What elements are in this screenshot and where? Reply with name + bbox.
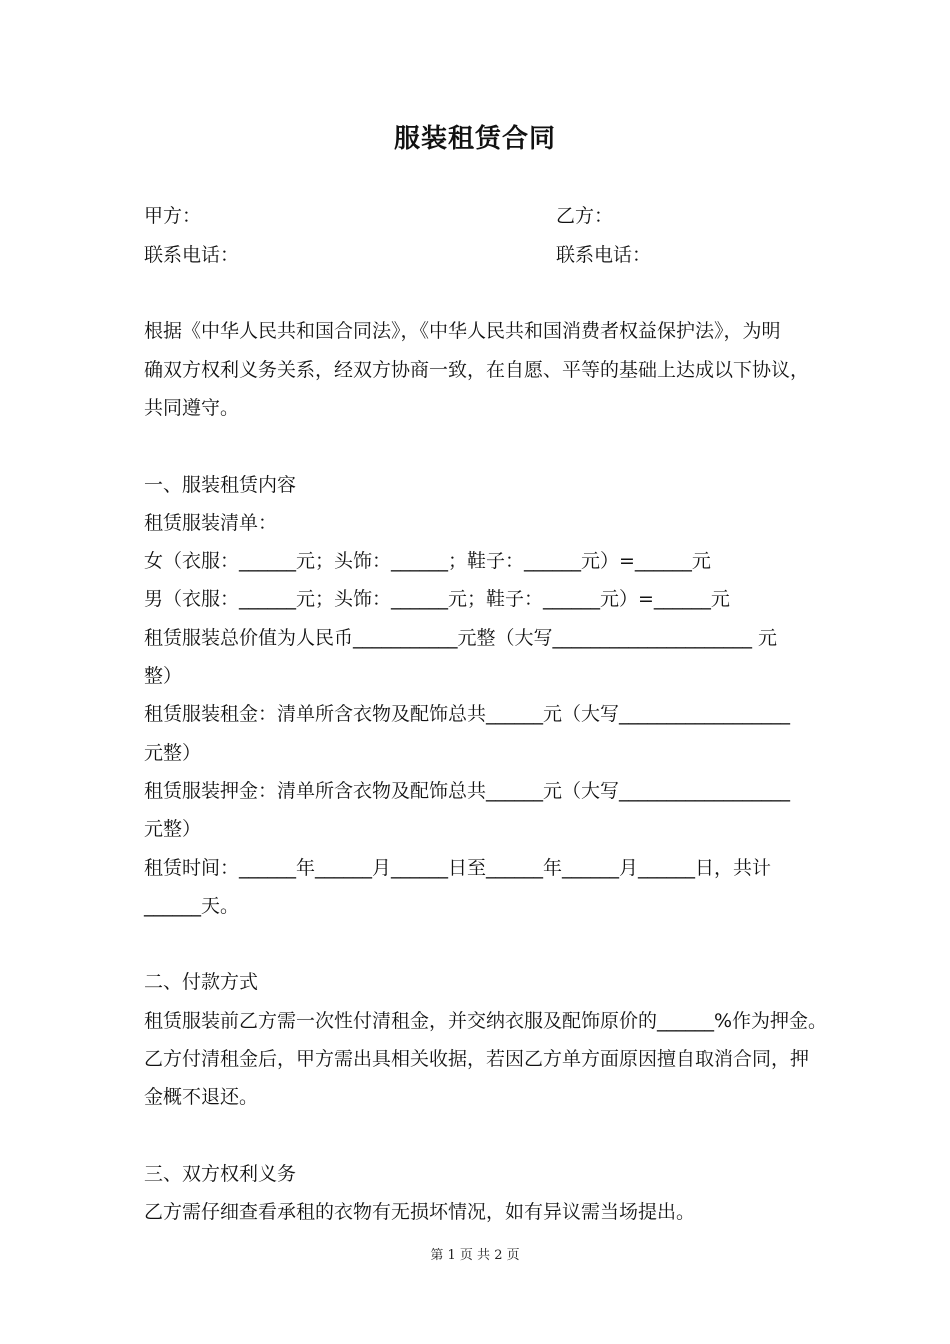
section-3-heading: 三、双方权利义务: [144, 1163, 297, 1185]
section-2-line: 租赁服装前乙方需一次性付清租金，并交纳衣服及配饰原价的______%作为押金。: [144, 1010, 828, 1032]
party-a-label: 甲方：: [144, 205, 202, 227]
section-1-line: 租赁时间：______年______月______日至______年______月______日，共计: [144, 857, 772, 879]
section-1-line: ______天。: [144, 895, 240, 917]
section-1-line: 元整）: [144, 742, 202, 764]
party-a-phone-label: 联系电话：: [144, 244, 240, 266]
section-2-line: 金概不退还。: [144, 1086, 259, 1108]
section-1-line: 租赁服装清单：: [144, 512, 278, 534]
intro-line-2: 确双方权利义务关系，经双方协商一致，在自愿、平等的基础上达成以下协议，: [144, 359, 810, 381]
intro-line-3: 共同遵守。: [144, 397, 240, 419]
section-1-line: 租赁服装押金：清单所含衣物及配饰总共______元（大写__________________: [144, 780, 791, 802]
section-1-line: 租赁服装总价值为人民币___________元整（大写_____________________ 元: [144, 627, 778, 649]
party-b-label: 乙方：: [556, 205, 614, 227]
section-3-line: 乙方需仔细查看承租的衣物有无损坏情况，如有异议需当场提出。: [144, 1201, 696, 1223]
section-1-line: 元整）: [144, 818, 202, 840]
section-1-heading: 一、服装租赁内容: [144, 474, 297, 496]
section-2-heading: 二、付款方式: [144, 971, 259, 993]
section-2-line: 乙方付清租金后，甲方需出具相关收据，若因乙方单方面原因擅自取消合同，押: [144, 1048, 810, 1070]
section-1-line: 男（衣服：______元；头饰：______元；鞋子：______元）=______元: [144, 588, 730, 610]
section-1-line: 租赁服装租金：清单所含衣物及配饰总共______元（大写__________________: [144, 703, 791, 725]
party-b-phone-label: 联系电话：: [556, 244, 652, 266]
document-title: 服装租赁合同: [393, 124, 556, 154]
intro-line-1: 根据《中华人民共和国合同法》，《中华人民共和国消费者权益保护法》，为明: [144, 320, 781, 342]
section-1-line: 整）: [144, 665, 183, 687]
section-1-line: 女（衣服：______元；头饰：______；鞋子：______元）=______元: [144, 550, 711, 572]
page-footer: 第 1 页 共 2 页: [430, 1248, 520, 1263]
